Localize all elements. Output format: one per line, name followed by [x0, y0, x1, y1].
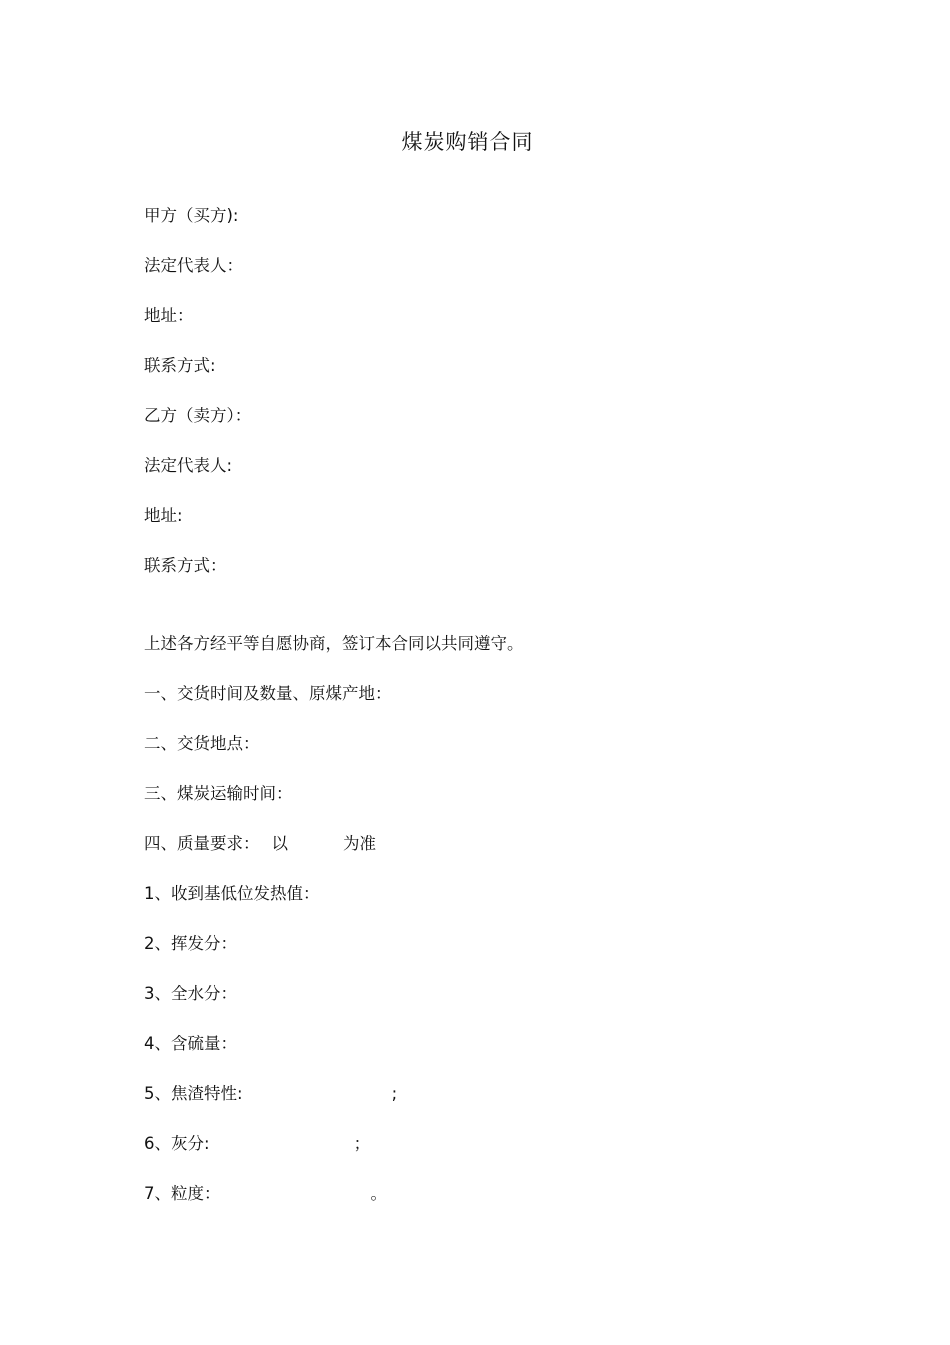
clause-4-label: 四、质量要求： [144, 834, 260, 853]
quality-item-6-label: 6、灰分: [144, 1134, 210, 1153]
clause-4-prefix: 以 [271, 834, 288, 853]
party-a-contact: 联系方式: [144, 356, 216, 375]
party-b-representative: 法定代表人: [144, 456, 233, 475]
party-a-address: 地址： [144, 306, 194, 325]
quality-item-7 [144, 1183, 387, 1205]
document-title: 煤炭购销合同 [401, 130, 534, 154]
quality-item-1: 1、收到基低位发热值： [144, 884, 320, 903]
quality-item-7-end: 。 [370, 1184, 387, 1203]
clause-2: 二、交货地点： [144, 734, 260, 753]
clause-3: 三、煤炭运输时间： [144, 784, 293, 803]
quality-item-6-end: ； [353, 1134, 371, 1153]
quality-item-5 [144, 1083, 397, 1105]
quality-item-3: 3、全水分： [144, 984, 237, 1003]
quality-item-6 [144, 1133, 370, 1155]
party-a-label: 甲方（买方): [144, 206, 239, 225]
clause-4 [144, 833, 376, 855]
clause-1: 一、交货时间及数量、原煤产地： [144, 684, 392, 703]
quality-item-4: 4、含硫量： [144, 1034, 237, 1053]
party-b-address: 地址: [144, 506, 183, 525]
quality-item-2: 2、挥发分： [144, 934, 237, 953]
clause-4-suffix: 为准 [343, 834, 376, 853]
party-a-representative: 法定代表人： [144, 256, 243, 275]
quality-item-5-end: ; [391, 1084, 398, 1103]
quality-item-7-label: 7、粒度： [144, 1184, 221, 1203]
quality-item-5-label: 5、焦渣特性: [144, 1084, 243, 1103]
intro-paragraph: 上述各方经平等自愿协商，签订本合同以共同遵守。 [144, 634, 524, 653]
party-b-label: 乙方（卖方）： [144, 406, 252, 425]
party-b-contact: 联系方式： [144, 556, 227, 575]
